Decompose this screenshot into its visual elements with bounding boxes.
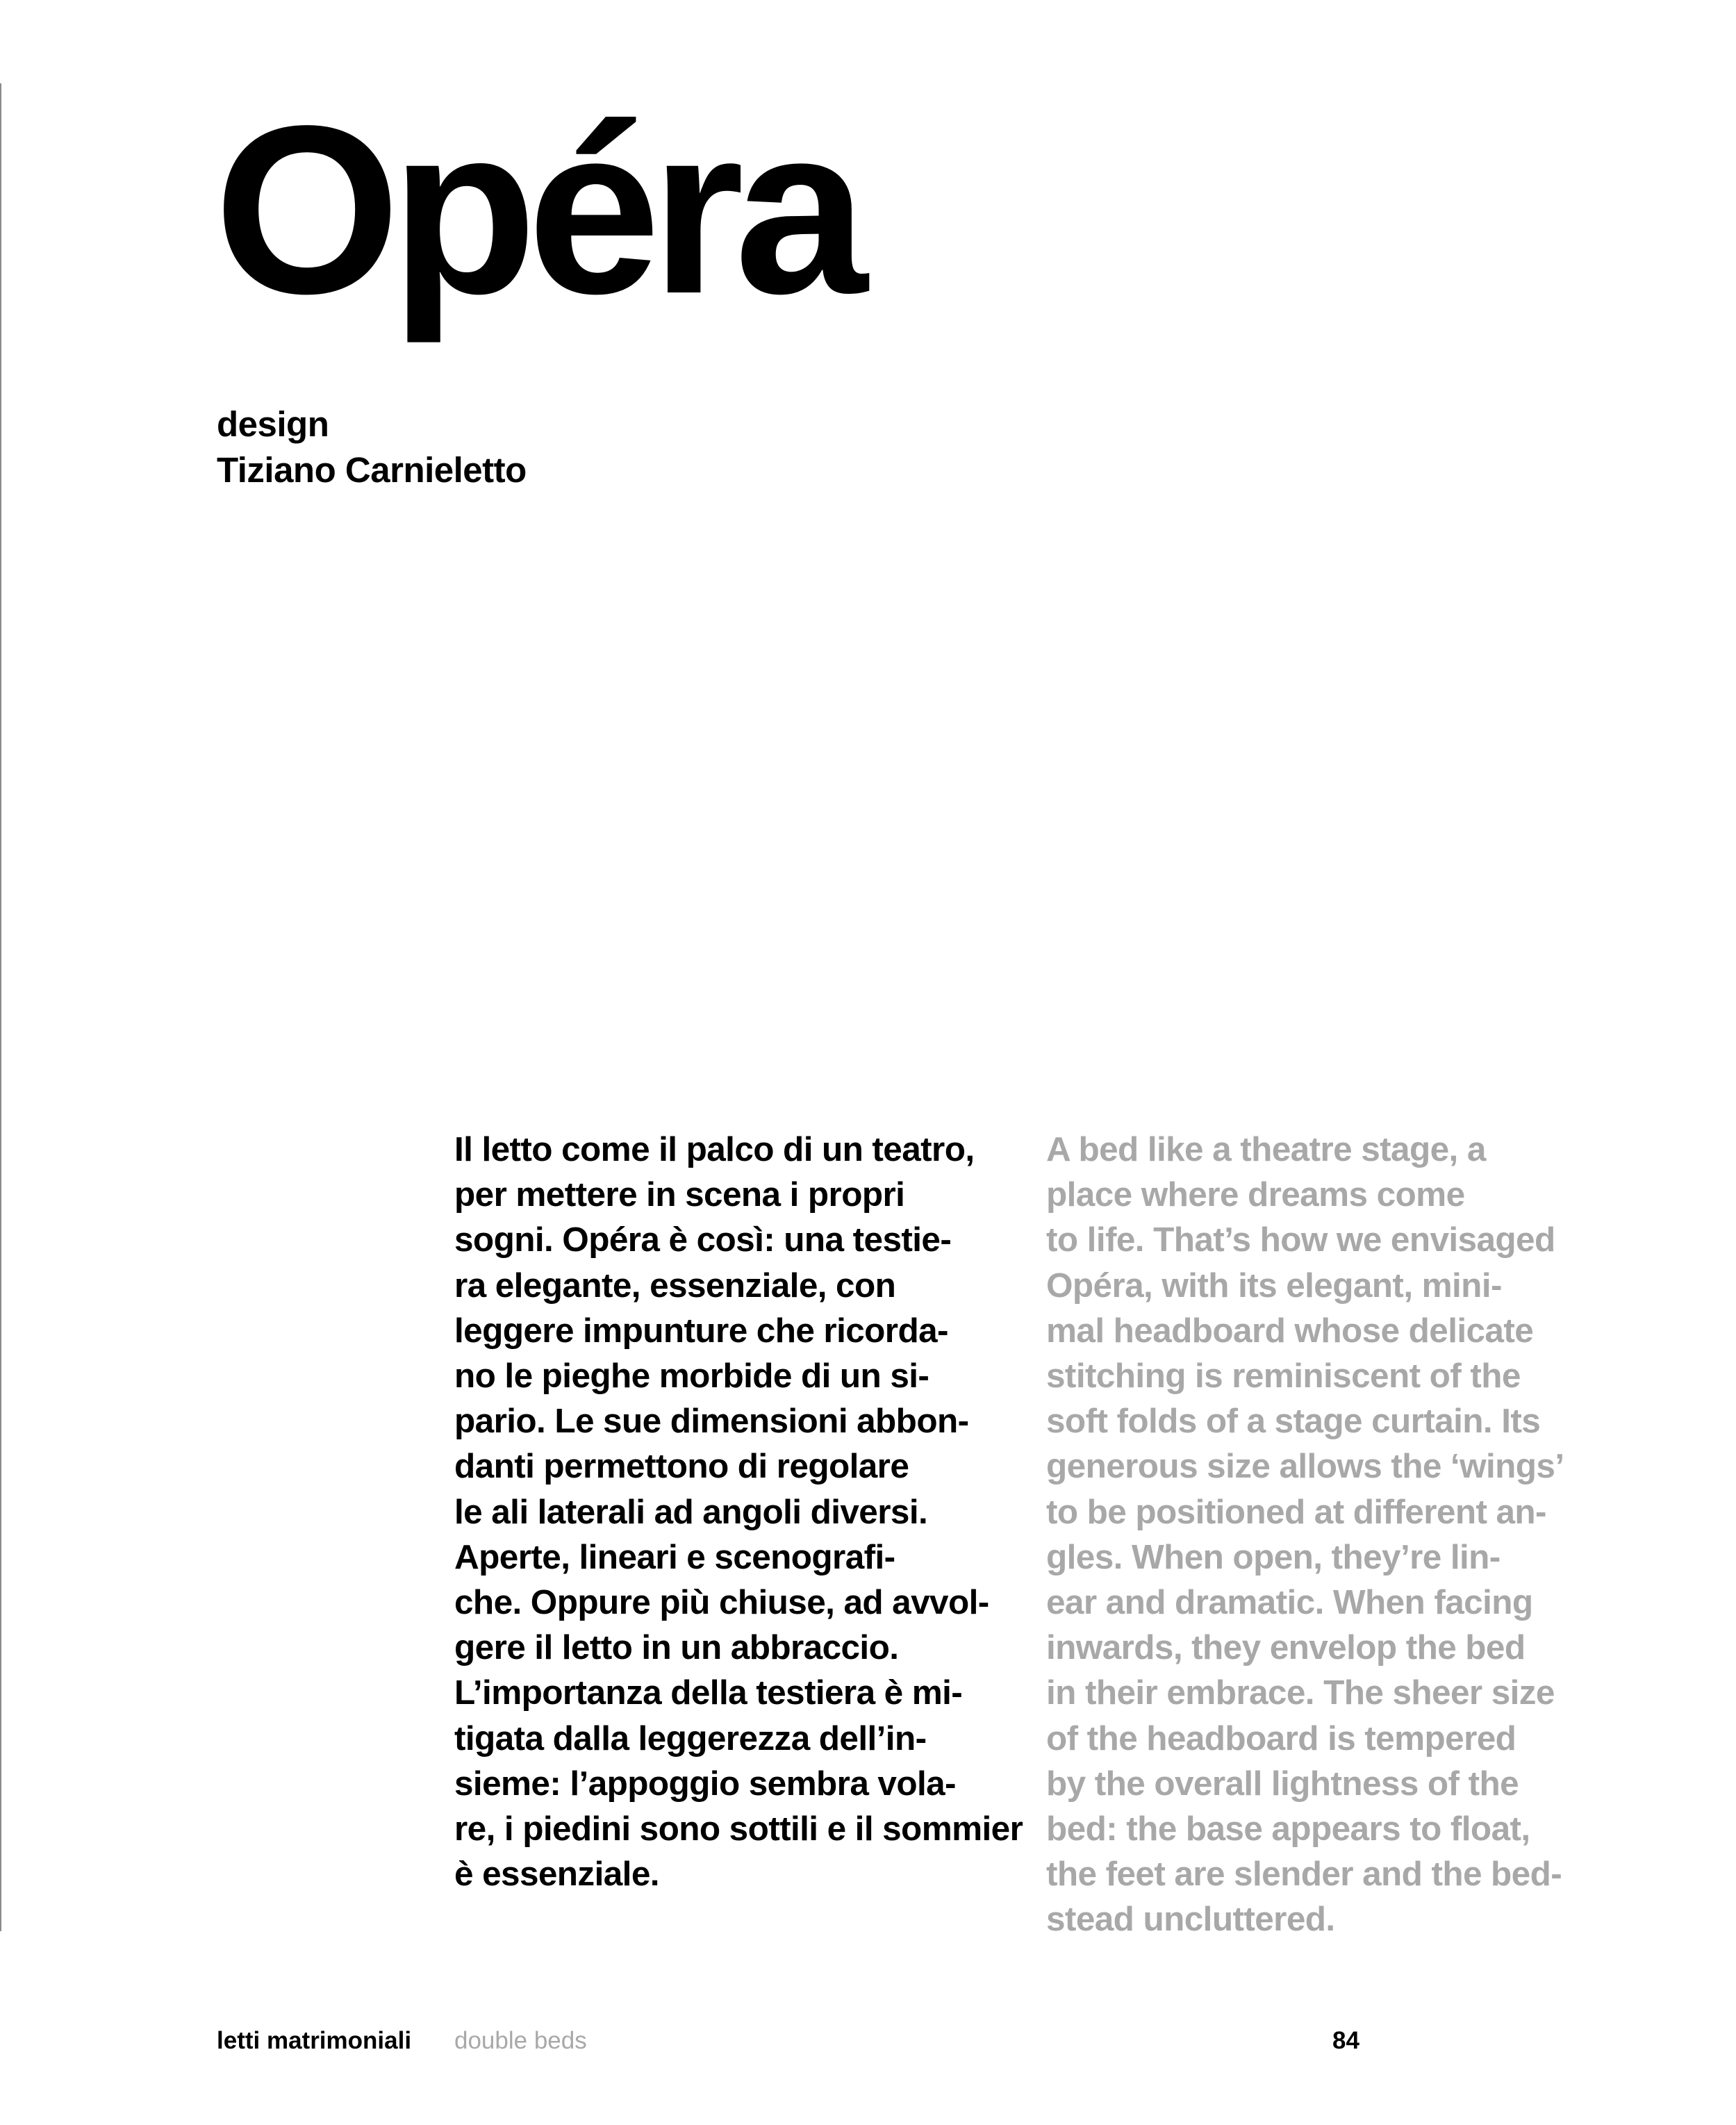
italian-text-line: leggere impunture che ricorda- xyxy=(454,1311,948,1350)
design-label: design xyxy=(217,404,329,444)
italian-text-line: sogni. Opéra è così: una testie- xyxy=(454,1221,952,1259)
binding-edge-rule xyxy=(0,83,1,1931)
english-text-line: in their embrace. The sheer size xyxy=(1046,1673,1555,1712)
italian-text-line: gere il letto in un abbraccio. xyxy=(454,1628,899,1667)
english-text-line: of the headboard is tempered xyxy=(1046,1719,1516,1758)
english-text-line: mal headboard whose delicate xyxy=(1046,1311,1534,1350)
english-text-line: the feet are slender and the bed- xyxy=(1046,1855,1562,1894)
body-text-english xyxy=(1046,1127,1616,1942)
english-text-line: soft folds of a stage curtain. Its xyxy=(1046,1402,1541,1441)
english-text-line: to be positioned at different an- xyxy=(1046,1492,1546,1531)
english-text-line: bed: the base appears to float, xyxy=(1046,1810,1530,1849)
english-text-line: inwards, they envelop the bed xyxy=(1046,1628,1526,1667)
footer-section-english: double beds xyxy=(454,2027,587,2054)
english-text-line: gles. When open, they’re lin- xyxy=(1046,1537,1501,1576)
page-number: 84 xyxy=(1332,2027,1359,2054)
english-text-line: stead uncluttered. xyxy=(1046,1900,1335,1939)
english-text-line: ear and dramatic. When facing xyxy=(1046,1583,1533,1622)
italian-text-line: Il letto come il palco di un teatro, xyxy=(454,1130,975,1168)
italian-text-line: Aperte, lineari e scenografi- xyxy=(454,1537,895,1576)
english-text-line: by the overall lightness of the xyxy=(1046,1764,1519,1803)
italian-text-line: no le pieghe morbide di un si- xyxy=(454,1357,929,1396)
italian-text-line: è essenziale. xyxy=(454,1855,659,1894)
italian-text-line: danti permettono di regolare xyxy=(454,1447,909,1486)
italian-text-line: le ali laterali ad angoli diversi. xyxy=(454,1492,928,1531)
design-credits xyxy=(217,402,527,493)
english-text-line: Opéra, with its elegant, mini- xyxy=(1046,1266,1502,1305)
english-text-line: place where dreams come xyxy=(1046,1175,1465,1214)
footer-section-italian: letti matrimoniali xyxy=(217,2027,412,2054)
italian-text-line: L’importanza della testiera è mi- xyxy=(454,1673,963,1712)
italian-text-line: che. Oppure più chiuse, ad avvol- xyxy=(454,1583,989,1622)
italian-text-line: per mettere in scena i propri xyxy=(454,1175,905,1214)
designer-name: Tiziano Carnieletto xyxy=(217,450,527,490)
english-text-line: stitching is reminiscent of the xyxy=(1046,1357,1521,1396)
english-text-line: to life. That’s how we envisaged xyxy=(1046,1221,1555,1259)
page-title: Opéra xyxy=(214,76,859,344)
english-text-line: generous size allows the ‘wings’ xyxy=(1046,1447,1564,1486)
italian-text-line: re, i piedini sono sottili e il sommier xyxy=(454,1810,1023,1849)
italian-text-line: tigata dalla leggerezza dell’in- xyxy=(454,1719,927,1758)
italian-text-line: pario. Le sue dimensioni abbon- xyxy=(454,1402,969,1441)
italian-text-line: ra elegante, essenziale, con xyxy=(454,1266,896,1305)
english-text-line: A bed like a theatre stage, a xyxy=(1046,1130,1486,1168)
italian-text-line: sieme: l’appoggio sembra vola- xyxy=(454,1764,956,1803)
body-text-italian xyxy=(454,1127,1024,1896)
